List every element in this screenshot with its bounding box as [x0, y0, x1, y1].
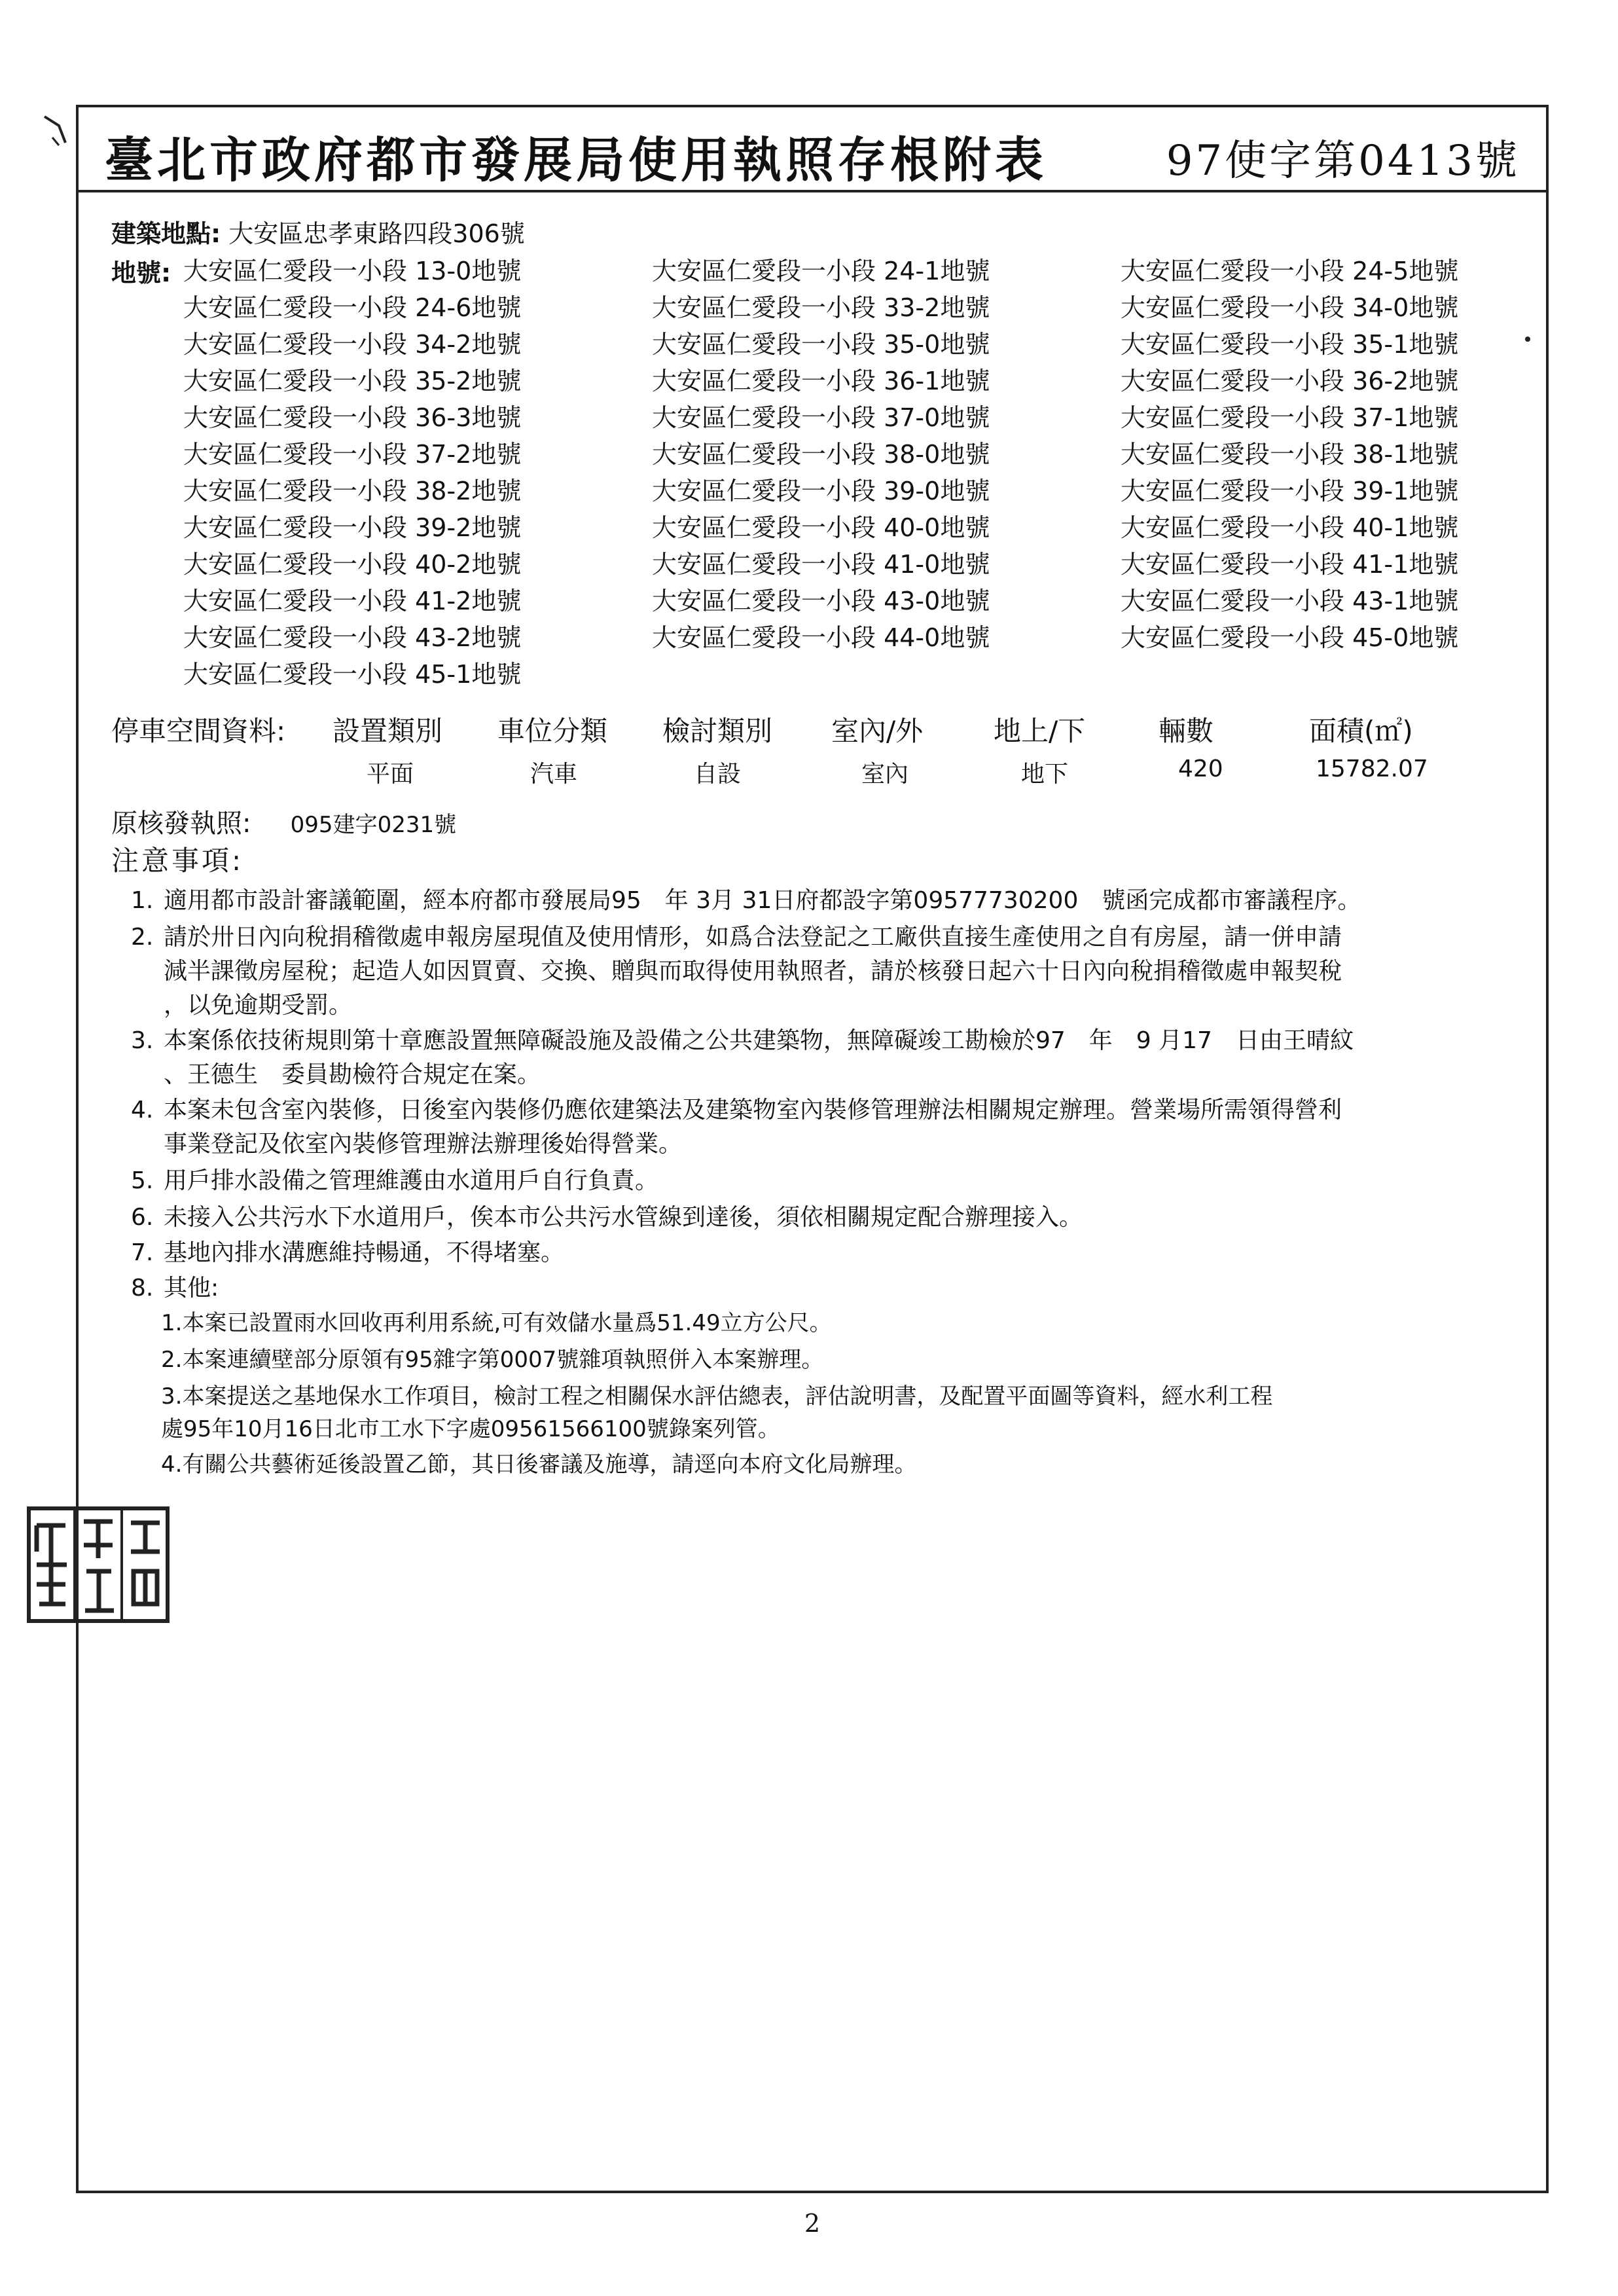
parking-header-area: 面積(㎡)	[1309, 715, 1413, 747]
note-number: 6.	[131, 1204, 154, 1231]
note-item	[131, 920, 1512, 1023]
parking-label: 停車空間資料:	[111, 715, 286, 747]
parking-value-review: 自設	[694, 761, 742, 788]
note-text: 減半課徵房屋稅；起造人如因買賣、交換、贈與而取得使用執照者，請於核發日起六十日內向稅捐稽徵處申報契稅	[164, 958, 1342, 985]
note-item	[131, 1093, 1512, 1161]
lot-item: 大安區仁愛段一小段 40-2地號	[183, 550, 522, 579]
note-item	[131, 884, 1512, 918]
document-title: 臺北市政府都市發展局使用執照存根附表	[105, 132, 1047, 189]
note-text: 適用都市設計審議範圍，經本府都市發展局95 年 3月 31日府都設字第09577730200 號函完成都市審議程序。	[164, 887, 1361, 914]
lot-item: 大安區仁愛段一小段 37-0地號	[652, 403, 990, 432]
lot-item: 大安區仁愛段一小段 38-0地號	[652, 440, 990, 469]
parking-value-count: 420	[1178, 756, 1223, 782]
parking-value-type: 平面	[367, 761, 414, 788]
original-permit	[111, 803, 456, 840]
parking-value-area: 15782.07	[1316, 756, 1428, 782]
note-number: 4.	[131, 1097, 154, 1123]
lot-item: 大安區仁愛段一小段 38-2地號	[183, 477, 522, 505]
note-text: ，以免逾期受罰。	[164, 992, 353, 1019]
official-seal-icon	[26, 1506, 170, 1624]
note-item	[131, 1201, 1512, 1235]
lot-item: 大安區仁愛段一小段 43-0地號	[652, 587, 990, 615]
parking-value-inout: 室內	[861, 761, 909, 788]
lot-item: 大安區仁愛段一小段 35-2地號	[183, 367, 522, 395]
lot-item: 大安區仁愛段一小段 41-2地號	[183, 587, 522, 615]
stray-dot	[1525, 337, 1530, 342]
note-text: 事業登記及依室內裝修管理辦法辦理後始得營業。	[164, 1131, 683, 1157]
lot-column-2	[652, 253, 990, 656]
lot-item: 大安區仁愛段一小段 38-1地號	[1121, 440, 1459, 469]
lot-item: 大安區仁愛段一小段 37-2地號	[183, 440, 522, 469]
parking-value-level: 地下	[1021, 761, 1069, 788]
sub-note: 4.有關公共藝術延後設置乙節，其日後審議及施導，請逕向本府文化局辦理。	[161, 1451, 917, 1478]
sub-note-line: 3.本案提送之基地保水工作項目，檢討工程之相關保水評估總表，評估說明書，及配置平面圖等資料，經水利工程	[161, 1383, 1273, 1410]
note-text: 本案係依技術規則第十章應設置無障礙設施及設備之公共建築物，無障礙竣工勘檢於97 年 9 月17 日由王晴紋	[164, 1027, 1354, 1054]
sub-note: 1.本案已設置雨水回收再利用系統,可有效儲水量爲51.49立方公尺。	[161, 1310, 832, 1336]
note-number: 8.	[131, 1275, 154, 1302]
parking-value-class: 汽車	[530, 761, 578, 788]
lot-label: 地號:	[111, 259, 171, 287]
sub-note	[161, 1380, 1509, 1446]
lot-item: 大安區仁愛段一小段 24-1地號	[652, 257, 990, 285]
parking-header-level: 地上/下	[994, 715, 1086, 747]
lot-item: 大安區仁愛段一小段 13-0地號	[183, 257, 522, 285]
parking-header-type: 設置類別	[333, 715, 443, 747]
lot-column-1	[183, 253, 521, 693]
lot-item: 大安區仁愛段一小段 33-2地號	[652, 293, 990, 322]
lot-item: 大安區仁愛段一小段 41-1地號	[1121, 550, 1459, 579]
parking-header-count: 輛數	[1159, 715, 1214, 747]
lot-item: 大安區仁愛段一小段 36-3地號	[183, 403, 522, 432]
lot-item: 大安區仁愛段一小段 24-6地號	[183, 293, 522, 322]
parking-header-inout: 室內/外	[831, 715, 924, 747]
note-text: 、王德生 委員勘檢符合規定在案。	[164, 1061, 541, 1088]
original-permit-label: 原核發執照:	[111, 809, 251, 839]
note-text: 用戶排水設備之管理維護由水道用戶自行負責。	[164, 1167, 659, 1194]
note-item	[131, 1024, 1512, 1092]
note-number: 1.	[131, 887, 154, 914]
note-number: 5.	[131, 1167, 154, 1194]
note-text: 本案未包含室內裝修，日後室內裝修仍應依建築法及建築物室內裝修管理辦法相關規定辦理。營業場所需領得營利	[164, 1097, 1342, 1123]
lot-item: 大安區仁愛段一小段 43-1地號	[1121, 587, 1459, 615]
lot-item: 大安區仁愛段一小段 45-0地號	[1121, 623, 1459, 652]
original-permit-value: 095建字0231號	[290, 812, 457, 838]
lot-item: 大安區仁愛段一小段 44-0地號	[652, 623, 990, 652]
lot-item: 大安區仁愛段一小段 40-0地號	[652, 513, 990, 542]
document-frame	[76, 105, 1549, 2238]
lot-item: 大安區仁愛段一小段 43-2地號	[183, 623, 522, 652]
lot-item: 大安區仁愛段一小段 24-5地號	[1121, 257, 1459, 285]
sub-note-line: 處95年10月16日北市工水下字處09561566100號錄案列管。	[161, 1416, 780, 1442]
note-text: 其他:	[164, 1275, 219, 1302]
lot-item: 大安區仁愛段一小段 35-1地號	[1121, 330, 1459, 359]
lot-item: 大安區仁愛段一小段 34-0地號	[1121, 293, 1459, 322]
note-number: 7.	[131, 1239, 154, 1266]
lot-item: 大安區仁愛段一小段 34-2地號	[183, 330, 522, 359]
permit-number: 97使字第0413號	[1166, 137, 1520, 185]
lot-item: 大安區仁愛段一小段 39-2地號	[183, 513, 522, 542]
lot-item: 大安區仁愛段一小段 36-1地號	[652, 367, 990, 395]
title-bar	[79, 107, 1546, 192]
note-text: 基地內排水溝應維持暢通，不得堵塞。	[164, 1239, 565, 1266]
page-number: 2	[804, 2209, 821, 2238]
note-number: 2.	[131, 924, 154, 951]
notes-title: 注意事項:	[111, 845, 244, 877]
lot-item: 大安區仁愛段一小段 35-0地號	[652, 330, 990, 359]
note-number: 3.	[131, 1027, 154, 1054]
scan-mark-icon	[39, 111, 72, 151]
building-address	[111, 213, 525, 249]
note-item	[131, 1236, 1512, 1270]
lot-item: 大安區仁愛段一小段 39-0地號	[652, 477, 990, 505]
sub-note: 2.本案連續壁部分原領有95雜字第0007號雜項執照併入本案辦理。	[161, 1347, 824, 1373]
note-item	[131, 1164, 1512, 1198]
lot-item: 大安區仁愛段一小段 37-1地號	[1121, 403, 1459, 432]
lot-item: 大安區仁愛段一小段 36-2地號	[1121, 367, 1459, 395]
lot-column-3	[1121, 253, 1458, 656]
note-text: 請於卅日內向稅捐稽徵處申報房屋現值及使用情形，如爲合法登記之工廠供直接生產使用之自有房屋，請一併申請	[164, 924, 1342, 951]
lot-item: 大安區仁愛段一小段 40-1地號	[1121, 513, 1459, 542]
lot-item: 大安區仁愛段一小段 41-0地號	[652, 550, 990, 579]
note-item	[131, 1271, 1512, 1305]
address-value: 大安區忠孝東路四段306號	[228, 219, 525, 248]
parking-header-review: 檢討類別	[662, 715, 773, 747]
lot-item: 大安區仁愛段一小段 45-1地號	[183, 660, 522, 689]
lot-item: 大安區仁愛段一小段 39-1地號	[1121, 477, 1459, 505]
parking-header-class: 車位分類	[497, 715, 608, 747]
note-text: 未接入公共污水下水道用戶，俟本市公共污水管線到達後，須依相關規定配合辦理接入。	[164, 1204, 1083, 1231]
address-label: 建築地點:	[111, 219, 221, 248]
